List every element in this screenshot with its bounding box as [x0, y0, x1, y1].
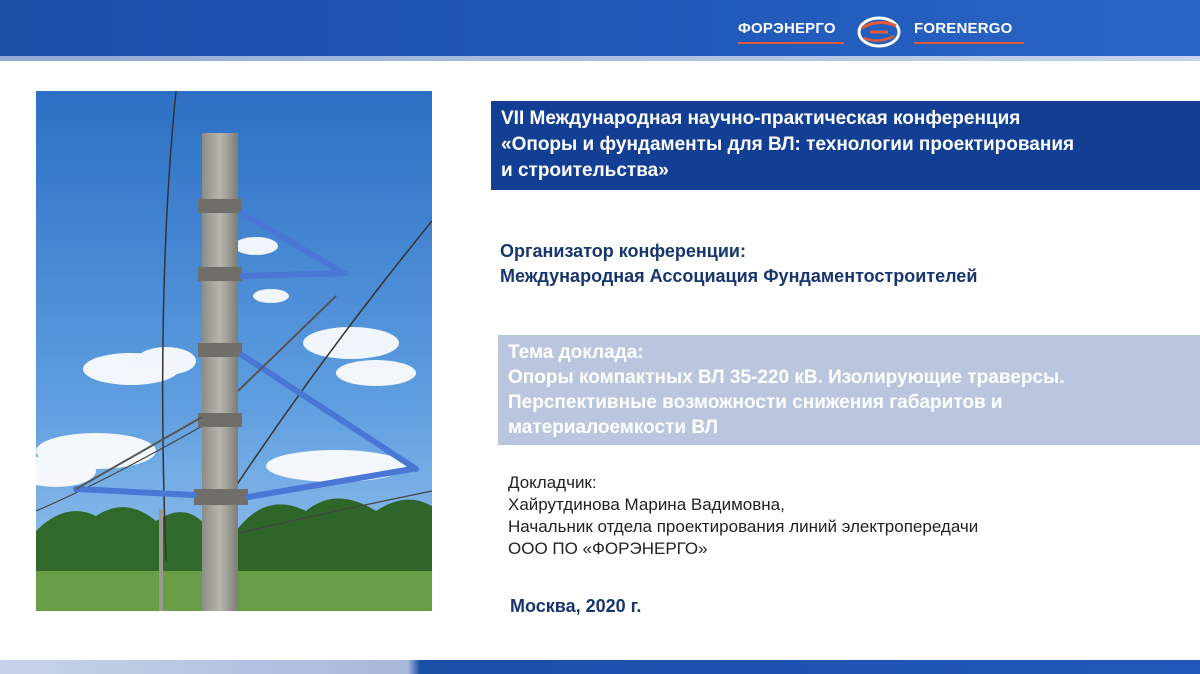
logo-underline-en — [914, 42, 1024, 44]
logo-text-ru: ФОРЭНЕРГО — [738, 20, 836, 37]
topic-label: Тема доклада: — [508, 342, 644, 363]
swirl-logo-icon — [856, 14, 902, 50]
header-divider — [0, 56, 1200, 61]
footer-bar — [0, 660, 1200, 674]
speaker-name: Хайрутдинова Марина Вадимовна, — [508, 495, 785, 514]
conference-title-line-3: и строительства» — [501, 160, 669, 181]
topic-line-2: Перспективные возможности снижения габаритов и — [508, 392, 1003, 413]
organizer-label: Организатор конференции: — [500, 241, 746, 261]
power-line-photo — [36, 91, 432, 611]
report-topic-box — [498, 335, 1200, 445]
organizer-block — [500, 239, 977, 289]
speaker-block — [508, 472, 978, 560]
conference-title-line-2: «Опоры и фундаменты для ВЛ: технологии проектирования — [501, 134, 1075, 155]
speaker-position: Начальник отдела проектирования линий электропередачи — [508, 517, 979, 536]
power-line-pole-icon — [36, 91, 432, 611]
header-bar — [0, 0, 1200, 57]
city-year: Москва, 2020 г. — [510, 596, 642, 616]
speaker-label: Докладчик: — [508, 473, 597, 492]
speaker-company: ООО ПО «ФОРЭНЕРГО» — [508, 539, 708, 558]
topic-line-1: Опоры компактных ВЛ 35-220 кВ. Изолирующие траверсы. — [508, 367, 1065, 388]
conference-title-line-1: VII Международная научно-практическая конференция — [501, 108, 1021, 129]
company-logo — [738, 14, 1038, 50]
logo-text-en: FORENERGO — [914, 20, 1013, 37]
logo-underline-ru — [738, 42, 844, 44]
topic-line-3: материалоемкости ВЛ — [508, 417, 718, 438]
organizer-name: Международная Ассоциация Фундаментостроителей — [500, 266, 978, 286]
conference-title-box — [491, 101, 1200, 190]
